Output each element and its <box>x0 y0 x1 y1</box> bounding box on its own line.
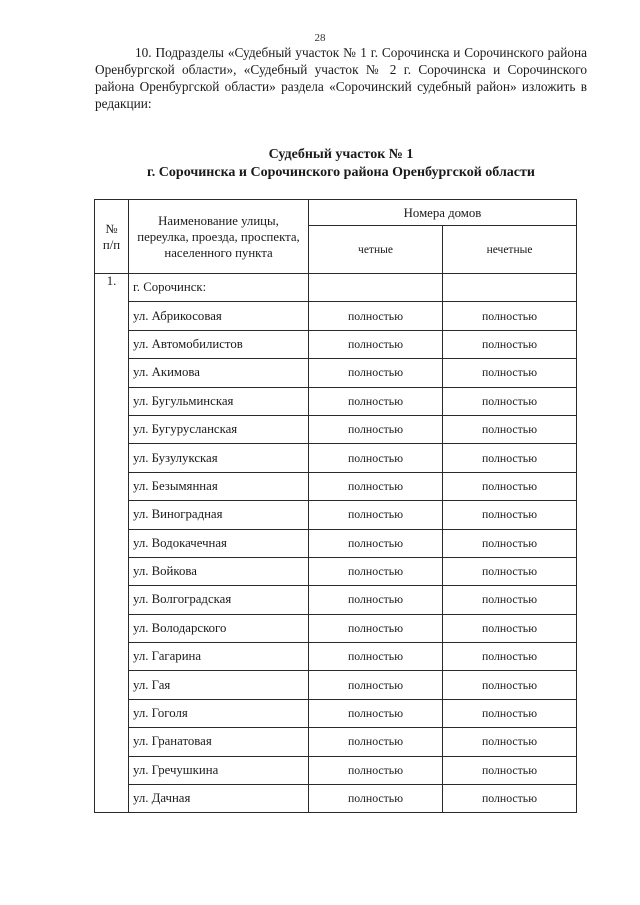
odd-numbers: полностью <box>443 728 577 756</box>
even-numbers: полностью <box>309 529 443 557</box>
page-number: 28 <box>314 32 326 44</box>
locality-odd-empty <box>443 274 577 302</box>
table-row <box>95 785 577 813</box>
even-numbers: полностью <box>309 501 443 529</box>
odd-numbers: полностью <box>443 785 577 813</box>
table-row <box>95 614 577 642</box>
streets-table <box>94 199 577 813</box>
street-name: ул. Гагарина <box>129 643 309 671</box>
table-row <box>95 643 577 671</box>
street-name: ул. Войкова <box>129 557 309 585</box>
even-numbers: полностью <box>309 756 443 784</box>
odd-numbers: полностью <box>443 302 577 330</box>
odd-numbers: полностью <box>443 557 577 585</box>
table-row <box>95 472 577 500</box>
even-numbers: полностью <box>309 671 443 699</box>
even-numbers: полностью <box>309 302 443 330</box>
table-row <box>95 756 577 784</box>
table-row <box>95 671 577 699</box>
street-name: ул. Бузулукская <box>129 444 309 472</box>
even-numbers: полностью <box>309 785 443 813</box>
header-even: четные <box>309 226 443 274</box>
odd-numbers: полностью <box>443 501 577 529</box>
even-numbers: полностью <box>309 472 443 500</box>
table-row <box>95 557 577 585</box>
street-name: ул. Волгоградская <box>129 586 309 614</box>
even-numbers: полностью <box>309 330 443 358</box>
odd-numbers: полностью <box>443 643 577 671</box>
table-row <box>95 444 577 472</box>
street-name: ул. Абрикосовая <box>129 302 309 330</box>
table-row <box>95 728 577 756</box>
table-header <box>95 200 577 274</box>
odd-numbers: полностью <box>443 529 577 557</box>
odd-numbers: полностью <box>443 330 577 358</box>
intro-paragraph: 10. Подразделы «Судебный участок № 1 г. Сорочинска и Сорочинского района Оренбургской области», «Судебный участок № 2 г. Сорочинска и Сорочинского района Оренбургской области» раздела «Сорочинский судебный район» изложить в редакции: <box>95 45 587 111</box>
table-row <box>95 359 577 387</box>
table-row <box>95 415 577 443</box>
street-name: ул. Гая <box>129 671 309 699</box>
header-house-numbers: Номера домов <box>309 200 577 226</box>
locality-name: г. Сорочинск: <box>129 274 309 302</box>
locality-even-empty <box>309 274 443 302</box>
table-row <box>95 387 577 415</box>
street-name: ул. Виноградная <box>129 501 309 529</box>
odd-numbers: полностью <box>443 699 577 727</box>
odd-numbers: полностью <box>443 671 577 699</box>
table-row <box>95 302 577 330</box>
odd-numbers: полностью <box>443 756 577 784</box>
odd-numbers: полностью <box>443 472 577 500</box>
table-row <box>95 501 577 529</box>
header-num: № п/п <box>95 200 129 274</box>
street-name: ул. Бугурусланская <box>129 415 309 443</box>
even-numbers: полностью <box>309 643 443 671</box>
street-name: ул. Гранатовая <box>129 728 309 756</box>
odd-numbers: полностью <box>443 387 577 415</box>
street-name: ул. Гоголя <box>129 699 309 727</box>
even-numbers: полностью <box>309 728 443 756</box>
odd-numbers: полностью <box>443 359 577 387</box>
even-numbers: полностью <box>309 444 443 472</box>
street-name: ул. Володарского <box>129 614 309 642</box>
street-name: ул. Дачная <box>129 785 309 813</box>
heading-line-2: г. Сорочинска и Сорочинского района Оренбургской области <box>147 165 535 180</box>
even-numbers: полностью <box>309 387 443 415</box>
street-name: ул. Автомобилистов <box>129 330 309 358</box>
odd-numbers: полностью <box>443 614 577 642</box>
street-name: ул. Водокачечная <box>129 529 309 557</box>
section-heading <box>95 146 587 182</box>
table-row <box>95 699 577 727</box>
street-name: ул. Акимова <box>129 359 309 387</box>
table-row-locality <box>95 274 577 302</box>
odd-numbers: полностью <box>443 415 577 443</box>
heading-line-1: Судебный участок № 1 <box>268 147 414 162</box>
street-name: ул. Гречушкина <box>129 756 309 784</box>
street-name: ул. Безымянная <box>129 472 309 500</box>
row-number: 1. <box>95 274 129 813</box>
header-odd: нечетные <box>443 226 577 274</box>
header-street-name: Наименование улицы, переулка, проезда, проспекта, населенного пункта <box>129 200 309 274</box>
odd-numbers: полностью <box>443 586 577 614</box>
even-numbers: полностью <box>309 586 443 614</box>
even-numbers: полностью <box>309 614 443 642</box>
even-numbers: полностью <box>309 557 443 585</box>
street-name: ул. Бугульминская <box>129 387 309 415</box>
table-row <box>95 586 577 614</box>
odd-numbers: полностью <box>443 444 577 472</box>
even-numbers: полностью <box>309 699 443 727</box>
table-row <box>95 529 577 557</box>
even-numbers: полностью <box>309 415 443 443</box>
even-numbers: полностью <box>309 359 443 387</box>
table-row <box>95 330 577 358</box>
table-body <box>95 274 577 813</box>
